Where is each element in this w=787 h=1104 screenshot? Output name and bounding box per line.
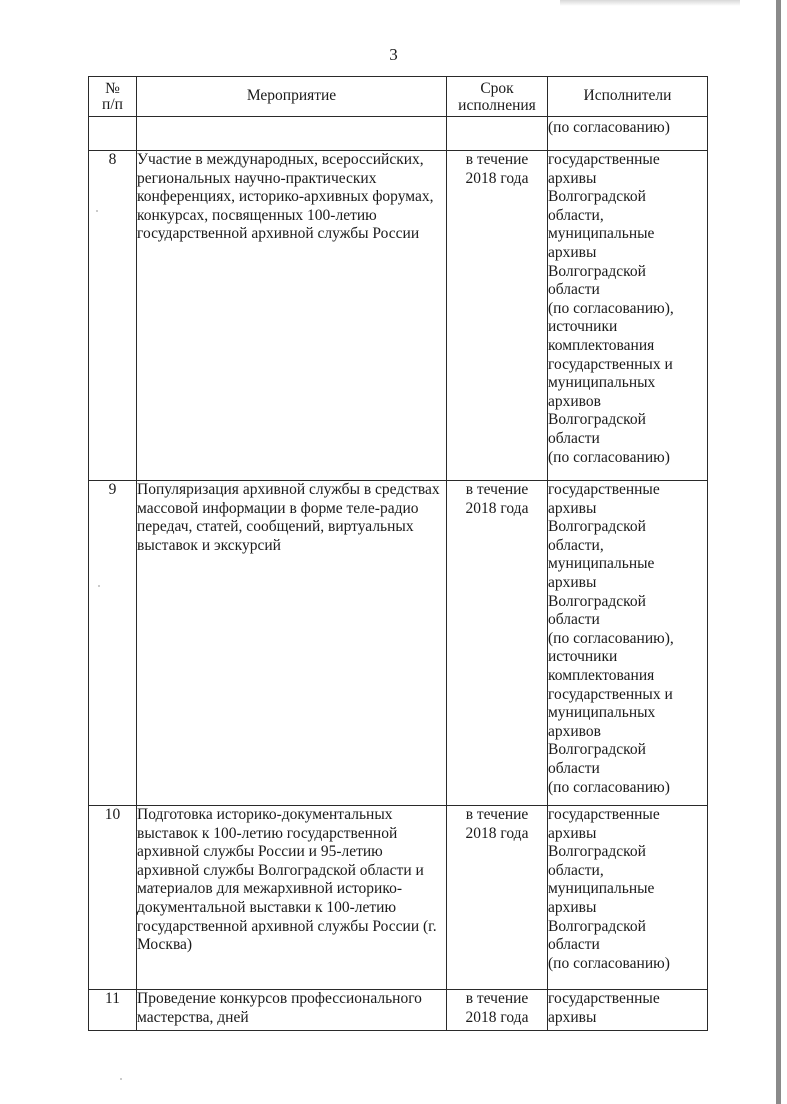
cell-event: Популяризация архивной службы в средствах массовой информации в форме теле-радио передач, статей, сообщений, виртуальных выставок и экскурсий xyxy=(137,481,447,806)
table-row xyxy=(89,806,708,990)
scan-edge xyxy=(776,0,781,1104)
cell-event xyxy=(137,117,447,151)
cell-num: 11 xyxy=(89,990,137,1031)
table-row xyxy=(89,990,708,1031)
cell-num: 9 xyxy=(89,481,137,806)
scan-speck xyxy=(120,1078,122,1080)
cell-num: 10 xyxy=(89,806,137,990)
table-header-row xyxy=(89,77,708,117)
cell-executors: государственные архивы Волгоградской области, муниципальные архивы Волгоградской области (по согласованию), источники комплектования государственных и муниципальных архивов Волгоградской области (по согласованию) xyxy=(548,151,708,481)
header-executors: Исполнители xyxy=(548,77,708,117)
cell-term: в течение 2018 года xyxy=(447,806,548,990)
cell-executors: государственные архивы Волгоградской области, муниципальные архивы Волгоградской области (по согласованию), источники комплектования государственных и муниципальных архивов Волгоградской области (по согласованию) xyxy=(548,481,708,806)
table-row xyxy=(89,151,708,481)
scan-smudge xyxy=(560,0,740,6)
header-term: Срок исполнения xyxy=(447,77,548,117)
cell-event: Участие в международных, всероссийских, региональных научно-практических конференциях, историко-архивных форумах, конкурсах, посвященных 100-летию государственной архивной службы России xyxy=(137,151,447,481)
table-row xyxy=(89,481,708,806)
page-number: 3 xyxy=(389,45,398,64)
events-table xyxy=(88,76,708,1031)
table-row-continuation xyxy=(89,117,708,151)
cell-term: в течение 2018 года xyxy=(447,990,548,1031)
cell-event: Проведение конкурсов профессионального мастерства, дней xyxy=(137,990,447,1031)
cell-num xyxy=(89,117,137,151)
cell-num: 8 xyxy=(89,151,137,481)
header-num: № п/п xyxy=(89,77,137,117)
cell-executors: государственные архивы Волгоградской области, муниципальные архивы Волгоградской области (по согласованию) xyxy=(548,806,708,990)
cell-event: Подготовка историко-документальных выставок к 100-летию государственной архивной службы России и 95-летию архивной службы Волгоградской области и материалов для межархивной историко-документальной выставки к 100-летию государственной архивной службы России (г. Москва) xyxy=(137,806,447,990)
cell-term xyxy=(447,117,548,151)
cell-term: в течение 2018 года xyxy=(447,481,548,806)
cell-executors: (по согласованию) xyxy=(548,117,708,151)
cell-executors: государственные архивы xyxy=(548,990,708,1031)
cell-term: в течение 2018 года xyxy=(447,151,548,481)
header-event: Мероприятие xyxy=(137,77,447,117)
